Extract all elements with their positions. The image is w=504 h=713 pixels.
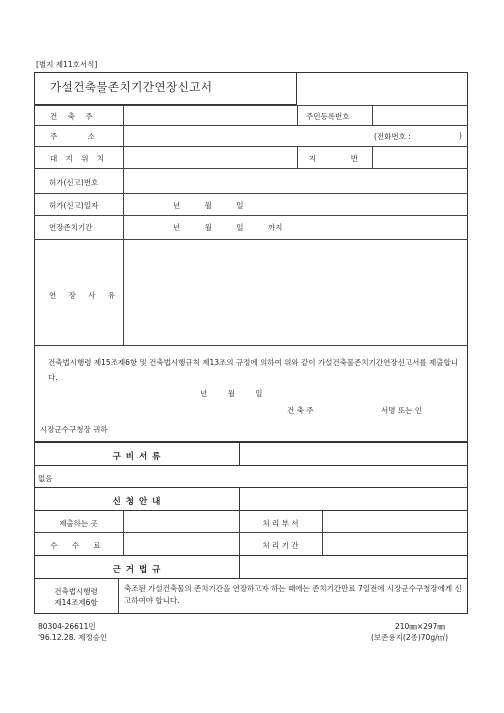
guide-header-right (239, 487, 468, 511)
submit-field[interactable] (126, 513, 236, 529)
address-label: 주 소 (50, 132, 109, 141)
reason-field[interactable] (126, 242, 464, 342)
law-ref-line1: 건축법시행령 (54, 587, 98, 596)
docs-header: 구 비 서 류 (112, 452, 162, 462)
site-label: 대 지 위 치 (50, 154, 108, 163)
docs-header-right (239, 442, 468, 466)
dept-field[interactable] (325, 513, 465, 529)
period-label: 처 리 기 간 (262, 541, 299, 550)
dept-label: 처 리 부 서 (262, 519, 299, 528)
law-ref-line2: 제14조제6항 (54, 598, 98, 607)
reason-label: 연 장 사 유 (49, 291, 121, 300)
ext-period-label: 연장존치기간 (49, 223, 93, 232)
permit-date-value[interactable]: 년 월 일 (173, 201, 244, 210)
owner-label: 건 축 주 (50, 112, 97, 121)
lot-field[interactable] (375, 149, 465, 165)
fee-field[interactable] (126, 535, 236, 551)
period-field[interactable] (325, 535, 465, 551)
guide-header: 신 청 안 내 (112, 497, 162, 507)
permit-no-label: 허가(신고)번호 (49, 178, 99, 187)
submit-label: 제출하는 곳 (59, 519, 98, 528)
fee-label: 수 수 료 (50, 541, 107, 550)
phone-close: ) (459, 131, 462, 140)
footer-paper: (보존용지(2종)70g/㎡) (371, 633, 449, 642)
phone-label: (전화번호 : (374, 132, 411, 141)
permit-date-label: 허가(신고)일자 (49, 201, 99, 210)
law-header: 근 거 법 규 (112, 565, 162, 575)
rrn-field[interactable] (375, 108, 465, 123)
declaration-text: 건축법시행령 제15조제6항 및 건축법시행규칙 제13조의 규정에 의하여 위와 같이 가설건축물존치기간연장신고서를 제출합니다. (48, 358, 458, 382)
sign-label: 서명 또는 인 (381, 406, 422, 415)
ext-period-value[interactable]: 년 월 일 까지 (173, 223, 283, 232)
permit-no-field[interactable] (126, 171, 464, 189)
signer-label: 건 축 주 (287, 406, 314, 415)
law-text: 축조된 가설건축물의 존치기간을 연장하고자 하는 때에는 존치기간만료 7일전에 시장군수구청장에게 신고하여야 합니다. (124, 584, 462, 605)
footer-approval: '96.12.28. 제정승인 (38, 633, 108, 642)
site-field[interactable] (126, 149, 294, 165)
form-title: 가설건축물존치기간연장신고서 (50, 80, 213, 94)
owner-field[interactable] (126, 108, 294, 123)
docs-value-box (34, 465, 468, 488)
addressee: 시장군수구청장 귀하 (40, 425, 108, 434)
footer-size: 210㎜×297㎜ (395, 622, 445, 631)
rrn-label: 주민등록번호 (306, 112, 350, 121)
lot-label: 지 번 (309, 154, 374, 163)
form-number: [별지 제11호서식] (36, 60, 98, 69)
footer-code: 80304-26611민 (38, 622, 96, 631)
law-header-right (239, 555, 468, 579)
declaration-date: 년 월 일 (200, 389, 263, 398)
address-field[interactable] (126, 128, 366, 143)
docs-value: 없음 (38, 474, 53, 483)
